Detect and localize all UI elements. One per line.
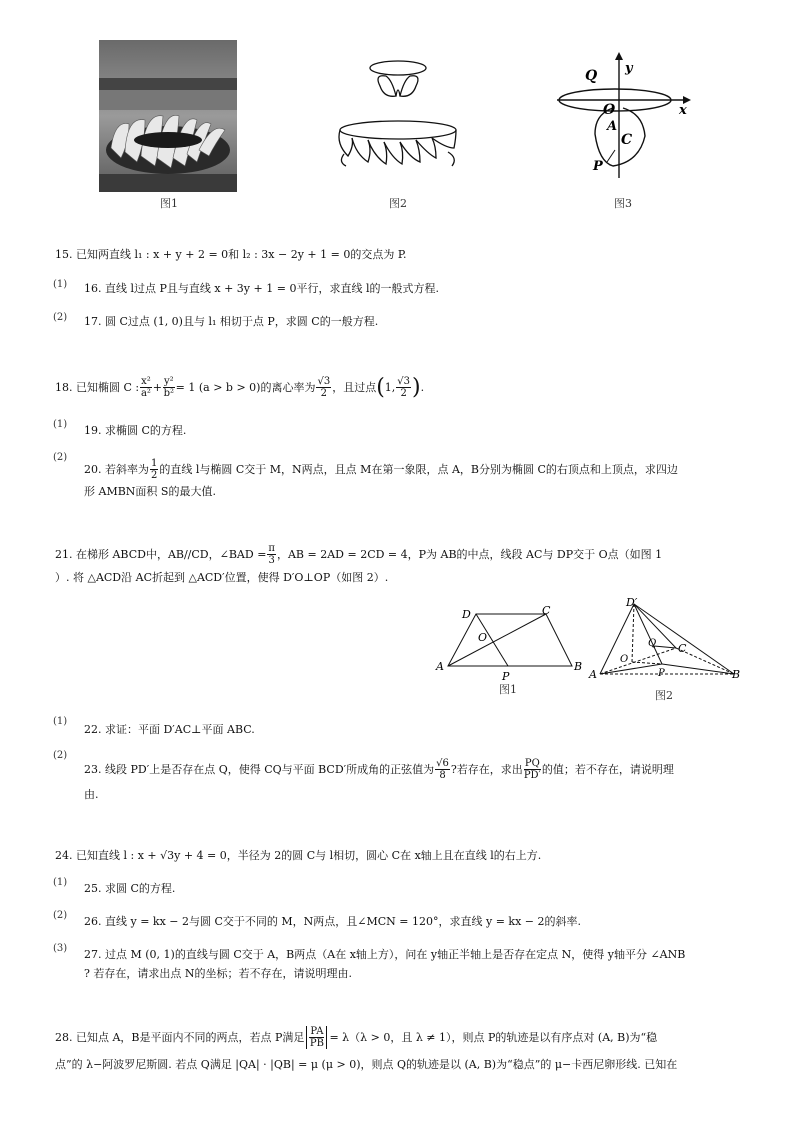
q21-fig2-caption: 图2 xyxy=(655,689,673,702)
q21-part2-frac-num: √6 xyxy=(436,758,449,769)
q21-line1-post: ，AB = 2AD = 2CD = 4，P为 AB的中点，线段 AC与 DP交于 O点（如图 1 xyxy=(276,547,663,561)
q28-line2: 点”的 λ−阿波罗尼斯圆. 若点 Q满足 |QA| · |QB| = μ (μ > 0)，则点 Q的轨迹是以 (A, B)为“稳点”的 μ−卡西尼卵形线. 已知在 xyxy=(55,1058,678,1071)
q18-pt xyxy=(396,376,411,399)
lotus-sketch xyxy=(330,58,466,170)
q18-part2-line2: 形 AMBN面积 S的最大值. xyxy=(84,485,216,498)
q21-part2-post: 的值；若不存在，请说明理 xyxy=(541,762,674,776)
q18-frac-y-num: y² xyxy=(163,376,174,387)
q21-part2-line2: 由. xyxy=(84,788,99,801)
q21-part1-text: 22. 求证：平面 D′AC⊥平面 ABC. xyxy=(84,723,255,736)
fig3-label-o: O xyxy=(603,102,616,118)
q21-part2-frac-den: 8 xyxy=(439,770,446,781)
fig3-label-p: P xyxy=(593,159,603,174)
tz-label-b: B xyxy=(574,660,583,673)
fig3-label-q: Q xyxy=(585,68,598,84)
q18-part2-post: 的直线 l与椭圆 C交于 M，N两点，且点 M在第一象限，点 A，B分别为椭圆 C的右顶点和上顶点，求四边 xyxy=(159,462,678,476)
pyramid-figure xyxy=(586,594,742,684)
q18-pt-den: 2 xyxy=(400,388,407,399)
q21-fig1-caption: 图1 xyxy=(499,683,517,696)
q18-plus: + xyxy=(152,380,162,394)
tz-label-o: O xyxy=(478,631,488,644)
q18-pt-x: 1, xyxy=(384,380,396,394)
q18-ecc-num: √3 xyxy=(317,376,331,387)
py-label-q: Q xyxy=(648,638,657,649)
q21-part2-line1 xyxy=(84,758,674,781)
fig3-label-y: y xyxy=(625,61,633,76)
q21-part2-frac2-num: PQ xyxy=(524,758,540,769)
tz-label-d: D xyxy=(462,608,471,621)
q18-stem-mid: ，且过点 xyxy=(332,380,377,394)
py-label-d: D′ xyxy=(626,596,638,609)
q21-part2-mid: ?若存在，求出 xyxy=(450,762,523,776)
q18-part2-num: (2) xyxy=(53,452,68,463)
q28-frac-den: PB xyxy=(309,1038,324,1049)
q21-part2-frac2 xyxy=(524,758,541,781)
tz-label-p: P xyxy=(502,670,510,683)
q18-part1-num: (1) xyxy=(53,419,68,430)
q15-part1-num: (1) xyxy=(53,279,68,290)
py-label-c: C xyxy=(678,642,687,655)
q18-part2-line1 xyxy=(84,458,678,481)
q18-stem-eq: = 1 (a > b > 0)的离心率为 xyxy=(175,380,316,394)
coordinate-diagram xyxy=(555,50,695,180)
q24-part2-num: (2) xyxy=(53,910,68,921)
trapezoid-figure xyxy=(432,604,588,692)
stadium-photo xyxy=(99,40,237,192)
fig3-label-x: x xyxy=(679,103,687,118)
q21-stem-line1 xyxy=(55,543,662,566)
py-label-o: O xyxy=(620,654,629,665)
q15-part2-num: (2) xyxy=(53,312,68,323)
q18-ecc-den: 2 xyxy=(320,388,328,399)
q18-part2-frac-den: 2 xyxy=(151,470,158,481)
py-label-p: P xyxy=(658,668,665,679)
q18-frac-y xyxy=(163,376,175,399)
py-label-b: B xyxy=(732,668,741,681)
q18-part2-pre: 20. 若斜率为 xyxy=(84,462,149,476)
q18-frac-x xyxy=(140,376,152,399)
q24-part3-text: 27. 过点 M (0, 1)的直线与圆 C交于 A，B两点（A在 x轴上方），问在 y轴正半轴上是否存在定点 N，使得 y轴平分 ∠ANB xyxy=(84,948,686,961)
q21-part2-pre: 23. 线段 PD′上是否存在点 Q，使得 CQ与平面 BCD′所成角的正弦值为 xyxy=(84,762,435,776)
q24-part1-num: (1) xyxy=(53,877,68,888)
fig3-caption: 图3 xyxy=(614,197,632,210)
q18-frac-x-den: a² xyxy=(140,388,151,399)
q21-line1-pre: 21. 在梯形 ABCD中，AB//CD，∠BAD = xyxy=(55,547,267,561)
q28-line1 xyxy=(55,1026,657,1049)
q21-pi-num: π xyxy=(268,543,275,554)
q21-part1-num: (1) xyxy=(53,716,68,727)
q18-frac-y-den: b² xyxy=(163,388,175,399)
fig2-caption: 图2 xyxy=(389,197,407,210)
q24-part1-text: 25. 求圆 C的方程. xyxy=(84,882,176,895)
q18-part1-text: 19. 求椭圆 C的方程. xyxy=(84,424,187,437)
q18-stem: 18. 已知椭圆 C : $\frac{\text{x²}}{\text{a²}}$ + $\frac{\text{y²}}{\text{b²}}$ = 1 (a > b > 0)的离心率为 $\frac{√3}{2}$ ，且过点 ( 1, $\frac{√3}{2}$ ) . xyxy=(55,374,425,400)
q18-part2-frac-num: 1 xyxy=(151,458,158,469)
q24-part2-text: 26. 直线 y = kx − 2与圆 C交于不同的 M，N两点，且∠MCN = 120°，求直线 y = kx − 2的斜率. xyxy=(84,915,582,928)
tz-label-c: C xyxy=(542,604,551,617)
q21-part2-frac2-den: PD′ xyxy=(523,770,541,781)
q18-part2-frac xyxy=(150,458,158,481)
tz-label-a: A xyxy=(436,660,444,673)
py-label-a: A xyxy=(589,668,597,681)
q18-ecc xyxy=(316,376,331,399)
fig3-label-a: A xyxy=(607,119,618,134)
q21-pi-den: 3 xyxy=(268,555,275,566)
q18-stem-pre: 18. 已知椭圆 C : xyxy=(55,380,140,394)
q28-abs-frac xyxy=(306,1026,327,1049)
q15-part2-text: 17. 圆 C过点 (1, 0)且与 l₁ 相切于点 P，求圆 C的一般方程. xyxy=(84,315,379,328)
fig3-label-c: C xyxy=(621,132,633,148)
q24-part3-num: (3) xyxy=(53,943,68,954)
q21-part2-num: (2) xyxy=(53,750,68,761)
q15-stem: 15. 已知两直线 l₁ : x + y + 2 = 0和 l₂ : 3x − 2y + 1 = 0的交点为 P. xyxy=(55,248,407,261)
q21-part2-frac xyxy=(435,758,450,781)
q21-pi-frac xyxy=(267,543,276,566)
q28-line1-post: = λ（λ > 0，且 λ ≠ 1），则点 P的轨迹是以有序点对 (A, B)为“稳 xyxy=(329,1030,658,1044)
q15-part1-text: 16. 直线 l过点 P且与直线 x + 3y + 1 = 0平行，求直线 l的一般式方程. xyxy=(84,282,439,295)
q18-frac-x-num: x² xyxy=(141,376,151,387)
q24-part3-line2: ? 若存在，请求出点 N的坐标；若不存在，请说明理由. xyxy=(84,967,353,980)
q21-stem-line2: ）. 将 △ACD沿 AC折起到 △ACD′位置，使得 D′O⊥OP（如图 2）. xyxy=(55,571,389,584)
q28-line1-pre: 28. 已知点 A，B是平面内不同的两点，若点 P满足 xyxy=(55,1030,305,1044)
q28-frac-num: PA xyxy=(310,1026,324,1037)
q18-pt-num: √3 xyxy=(397,376,411,387)
fig1-caption: 图1 xyxy=(160,197,178,210)
q24-stem: 24. 已知直线 l : x + √3y + 4 = 0，半径为 2的圆 C与 l相切，圆心 C在 x轴上且在直线 l的右上方. xyxy=(55,849,542,862)
